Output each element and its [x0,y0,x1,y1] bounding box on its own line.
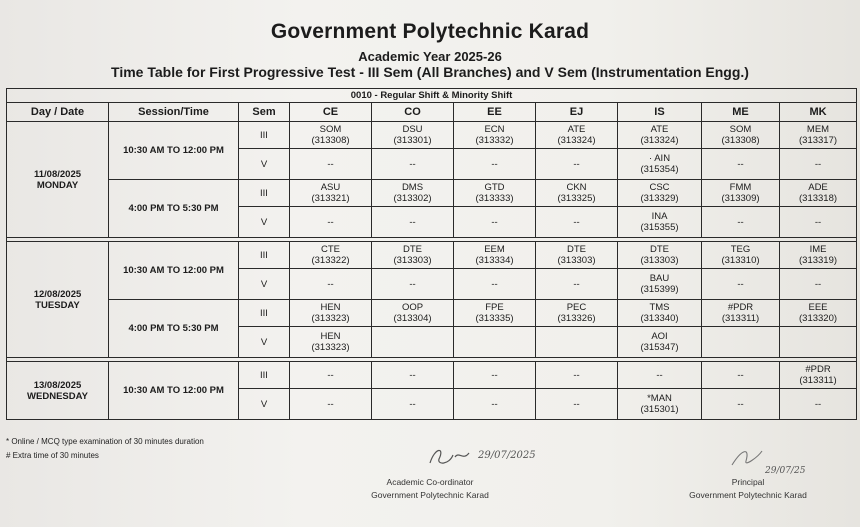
subject-code: #PDR [727,302,754,313]
subject-cell [702,300,780,327]
subject-cell [780,180,857,207]
sem-cell: V [239,327,290,358]
subject-code: TMS [649,302,670,313]
subject-cell [780,149,857,180]
institute-title: Government Polytechnic Karad [270,20,590,43]
subject-code: -- [573,158,580,170]
sem-cell: V [239,269,290,300]
column-header: Session/Time [109,103,239,122]
subject-number: (313321) [311,193,350,204]
subject-cell [454,180,536,207]
subject-code: DTE [403,244,422,255]
day-weekday: MONDAY [36,179,79,191]
subject-cell [618,242,702,269]
subject-code: -- [737,398,744,410]
subject-number: (313308) [721,135,760,146]
subject-code: SOM [729,124,752,135]
subject-cell [618,389,702,420]
subject-cell [454,269,536,300]
principal-sign-date: 29/07/25 [765,466,806,476]
subject-number: (313340) [640,313,679,324]
subject-cell [372,207,454,238]
subject-cell [536,207,618,238]
subject-number: (313324) [640,135,679,146]
subject-cell [454,327,536,358]
day-weekday: WEDNESDAY [27,390,88,402]
day-date: 12/08/2025 [33,288,82,300]
subject-code: -- [409,398,416,410]
subject-cell [290,269,372,300]
subject-code: CKN [566,182,587,193]
day-cell [7,122,109,238]
subject-cell [536,269,618,300]
subject-code: ADE [808,182,828,193]
subject-code: MEM [806,124,830,135]
subject-cell [372,269,454,300]
subject-code: ATE [567,124,586,135]
subject-number: (313317) [799,135,838,146]
subject-code: -- [327,398,334,410]
subject-code: DTE [567,244,586,255]
subject-cell [372,327,454,358]
sem-cell: III [239,362,290,389]
subject-cell [618,362,702,389]
column-header: Day / Date [7,103,109,122]
subject-cell [780,122,857,149]
subject-code: -- [656,369,663,381]
session-time: 10:30 AM TO 12:00 PM [109,122,239,180]
subject-number: (313303) [393,255,432,266]
subject-code: FPE [485,302,504,313]
subject-code: -- [737,278,744,290]
subject-number: (315354) [640,164,679,175]
subject-number: (313326) [557,313,596,324]
subject-cell [780,207,857,238]
subject-code: -- [327,369,334,381]
subject-code: EEM [484,244,505,255]
subject-number: (313303) [640,255,679,266]
subject-cell [702,149,780,180]
subject-number: (313311) [799,375,837,386]
subject-number: (313309) [721,193,760,204]
subject-cell [702,180,780,207]
subject-cell [372,362,454,389]
coordinator-role: Academic Co-ordinator [386,477,474,487]
subject-number: (313335) [475,313,514,324]
subject-number: (313320) [799,313,838,324]
subject-cell [618,269,702,300]
subject-cell [780,389,857,420]
subject-cell [780,300,857,327]
coordinator-org: Government Polytechnic Karad [371,490,489,500]
subject-cell [454,149,536,180]
sem-cell: V [239,149,290,180]
subject-number: (315355) [640,222,679,233]
subject-code: DTE [650,244,669,255]
timetable [6,88,857,420]
subject-number: (313311) [721,313,760,324]
subject-cell [702,122,780,149]
subject-number: (313325) [557,193,596,204]
subject-cell [372,300,454,327]
subject-cell [702,242,780,269]
subject-cell [702,269,780,300]
column-header: EJ [536,103,618,122]
sem-cell: V [239,207,290,238]
subject-cell [702,389,780,420]
sem-cell: III [239,242,290,269]
subject-number: (313322) [311,255,350,266]
subject-code: -- [814,158,822,170]
subject-number: (313323) [311,313,350,324]
subject-cell [290,180,372,207]
subject-code: DSU [402,124,423,135]
subject-number: (313334) [475,255,514,266]
footnote-online: * Online / MCQ type examination of 30 minutes duration [6,437,204,446]
subject-code: INA [651,211,668,222]
subject-cell [454,122,536,149]
subject-cell [290,362,372,389]
subject-code: -- [409,278,416,290]
subject-cell [780,362,857,389]
subject-code: -- [737,158,744,170]
subject-code: -- [409,158,416,170]
subject-code: -- [573,216,580,228]
subject-cell [618,207,702,238]
column-header: EE [454,103,536,122]
footnote-extra-time: # Extra time of 30 minutes [6,451,99,460]
sem-cell: V [239,389,290,420]
shift-label: 0010 - Regular Shift & Minority Shift [7,89,857,103]
shift-row [7,89,857,103]
subject-number: (313332) [475,135,514,146]
column-header: MK [780,103,857,122]
principal-org: Government Polytechnic Karad [689,490,807,500]
subject-number: (313323) [311,342,350,353]
subject-cell [454,242,536,269]
subject-number: (313308) [311,135,350,146]
subject-cell [454,207,536,238]
subject-code: -- [327,278,334,290]
subject-code: -- [327,158,334,170]
subject-cell [372,242,454,269]
day-date: 13/08/2025 [33,379,82,391]
sem-cell: III [239,300,290,327]
subject-number: (315301) [640,404,679,415]
subject-code: -- [573,398,580,410]
subject-cell [618,180,702,207]
principal-role: Principal [731,477,765,487]
subject-code: GTD [484,182,505,193]
subject-cell [536,242,618,269]
table-row [7,242,857,269]
subject-cell [618,122,702,149]
subject-code: -- [814,278,822,290]
subject-code: FMM [729,182,752,193]
subject-code: -- [573,369,580,381]
subject-number: (313329) [640,193,679,204]
subject-cell [618,327,702,358]
column-header: Sem [239,103,290,122]
subject-number: (313324) [557,135,596,146]
subject-code: BAU [649,273,670,284]
subject-cell [780,242,857,269]
subject-code: HEN [320,331,341,342]
subject-code: -- [737,369,744,381]
subject-code: -- [491,398,498,410]
subject-code: -- [327,216,334,228]
subject-code: -- [409,369,416,381]
subject-code: CSC [649,182,670,193]
sem-cell: III [239,180,290,207]
table-row [7,122,857,149]
subject-code: -- [737,216,744,228]
column-header: CE [290,103,372,122]
subject-cell [702,362,780,389]
subject-number: (313310) [721,255,760,266]
subject-code: #PDR [805,364,831,375]
subject-number: (313303) [557,255,596,266]
subject-cell [372,180,454,207]
subject-cell [290,242,372,269]
subject-cell [702,207,780,238]
subject-cell [454,389,536,420]
subject-cell [290,207,372,238]
subject-code: EEE [808,302,828,313]
subject-code: -- [409,216,416,228]
timetable-title: Time Table for First Progressive Test - III Sem (All Branches) and V Sem (Instrumentation Engg.) [111,64,749,80]
subject-code: CTE [321,244,340,255]
subject-cell [536,327,618,358]
subject-code: AOI [651,331,668,342]
subject-cell [290,389,372,420]
subject-cell [372,389,454,420]
session-time: 4:00 PM TO 5:30 PM [109,180,239,238]
subject-code: PEC [566,302,587,313]
subject-cell [290,300,372,327]
subject-cell [780,327,857,358]
subject-cell [618,149,702,180]
subject-code: -- [491,369,498,381]
subject-cell [536,180,618,207]
subject-cell [618,300,702,327]
session-time: 10:30 AM TO 12:00 PM [109,362,239,420]
subject-code: -- [814,398,822,410]
subject-cell [536,300,618,327]
header-row [7,103,857,122]
subject-code: DMS [401,182,424,193]
sem-cell: III [239,122,290,149]
subject-code: ATE [650,124,669,135]
subject-number: (313302) [393,193,432,204]
subject-code: ASU [320,182,341,193]
subject-cell [536,362,618,389]
principal-signature-block [668,476,828,502]
subject-cell [372,149,454,180]
subject-number: (313301) [393,135,432,146]
subject-cell [536,389,618,420]
day-cell [7,362,109,420]
subject-cell [454,300,536,327]
day-weekday: TUESDAY [35,299,80,311]
column-header: ME [702,103,780,122]
table-row [7,180,857,207]
column-header: IS [618,103,702,122]
subject-cell [536,122,618,149]
subject-code: ECN [484,124,505,135]
subject-code: *MAN [647,393,672,404]
subject-code: · AIN [648,153,671,164]
day-date: 11/08/2025 [33,168,82,180]
subject-number: (313333) [475,193,514,204]
subject-cell [536,149,618,180]
subject-number: (313304) [393,313,432,324]
subject-code: -- [573,278,580,290]
coordinator-signature-block [350,476,510,502]
subject-code: TEG [730,244,751,255]
column-header: CO [372,103,454,122]
table-row [7,300,857,327]
subject-cell [290,122,372,149]
academic-year: Academic Year 2025-26 [358,49,502,64]
subject-cell [372,122,454,149]
subject-number: (315399) [640,284,679,295]
subject-code: SOM [319,124,342,135]
subject-cell [702,327,780,358]
coordinator-sign-date: 29/07/2025 [478,450,536,461]
table-row [7,362,857,389]
subject-code: -- [491,158,498,170]
subject-cell [290,327,372,358]
subject-cell [780,269,857,300]
subject-code: -- [814,216,822,228]
subject-number: (313319) [799,255,838,266]
subject-number: (313318) [799,193,838,204]
subject-code: -- [491,278,498,290]
subject-cell [290,149,372,180]
subject-code: HEN [320,302,341,313]
session-time: 4:00 PM TO 5:30 PM [109,300,239,358]
subject-number: (315347) [640,342,679,353]
subject-code: -- [491,216,498,228]
day-cell [7,242,109,358]
subject-cell [454,362,536,389]
session-time: 10:30 AM TO 12:00 PM [109,242,239,300]
subject-code: OOP [401,302,424,313]
subject-code: IME [809,244,827,255]
